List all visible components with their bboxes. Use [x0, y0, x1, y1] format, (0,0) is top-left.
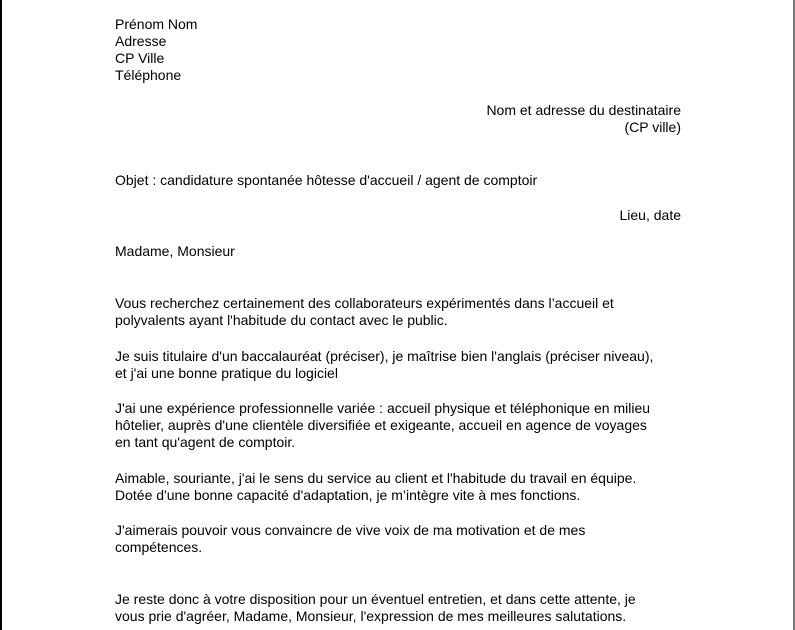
paragraph-personality [115, 470, 636, 504]
paragraph-experience [115, 400, 650, 451]
sender-address: Adresse [115, 33, 167, 49]
paragraph-line: J'aimerais pouvoir vous convaincre de vive voix de ma motivation et de mes [115, 522, 586, 538]
paragraph-line: Aimable, souriante, j'ai le sens du service au client et l'habitude du travail en équipe. [115, 470, 637, 486]
paragraph-line: Vous recherchez certainement des collaborateurs expérimentés dans l’accueil et [115, 295, 614, 311]
paragraph-line: compétences. [115, 539, 203, 555]
paragraph-line: Dotée d'une bonne capacité d'adaptation, je m’intègre vite à mes fonctions. [115, 487, 581, 503]
paragraph-experience-request [115, 295, 614, 329]
recipient-block [486, 102, 681, 136]
sender-phone: Téléphone [115, 67, 182, 83]
paragraph-motivation [115, 522, 585, 556]
paragraph-line: hôtelier, auprès d'une clientèle diversifiée et exigeante, accueil en agence de voyages [115, 417, 647, 433]
recipient-name-address: Nom et adresse du destinataire [486, 102, 681, 118]
paragraph-line: J'ai une expérience professionnelle variée : accueil physique et téléphonique en milieu [115, 400, 651, 416]
paragraph-line: et j'ai une bonne pratique du logiciel [115, 365, 338, 381]
sender-block [115, 16, 197, 84]
paragraph-qualifications [115, 348, 653, 382]
subject-line: Objet : candidature spontanée hôtesse d'accueil / agent de comptoir [115, 172, 538, 188]
paragraph-line: polyvalents ayant l'habitude du contact avec le public. [115, 312, 448, 328]
paragraph-line: Je suis titulaire d'un baccalauréat (préciser), je maîtrise bien l'anglais (préciser niveau), [115, 348, 654, 364]
sender-name: Prénom Nom [115, 16, 198, 32]
place-date: Lieu, date [619, 207, 681, 223]
paragraph-closing [115, 591, 636, 625]
recipient-city: (CP ville) [624, 119, 681, 135]
salutation: Madame, Monsieur [115, 243, 235, 259]
paragraph-line: Je reste donc à votre disposition pour un éventuel entretien, et dans cette attente, je [115, 591, 636, 607]
sender-city: CP Ville [115, 50, 165, 66]
paragraph-line: vous prie d'agréer, Madame, Monsieur, l'expression de mes meilleures salutations. [115, 608, 627, 624]
paragraph-line: en tant qu'agent de comptoir. [115, 434, 296, 450]
